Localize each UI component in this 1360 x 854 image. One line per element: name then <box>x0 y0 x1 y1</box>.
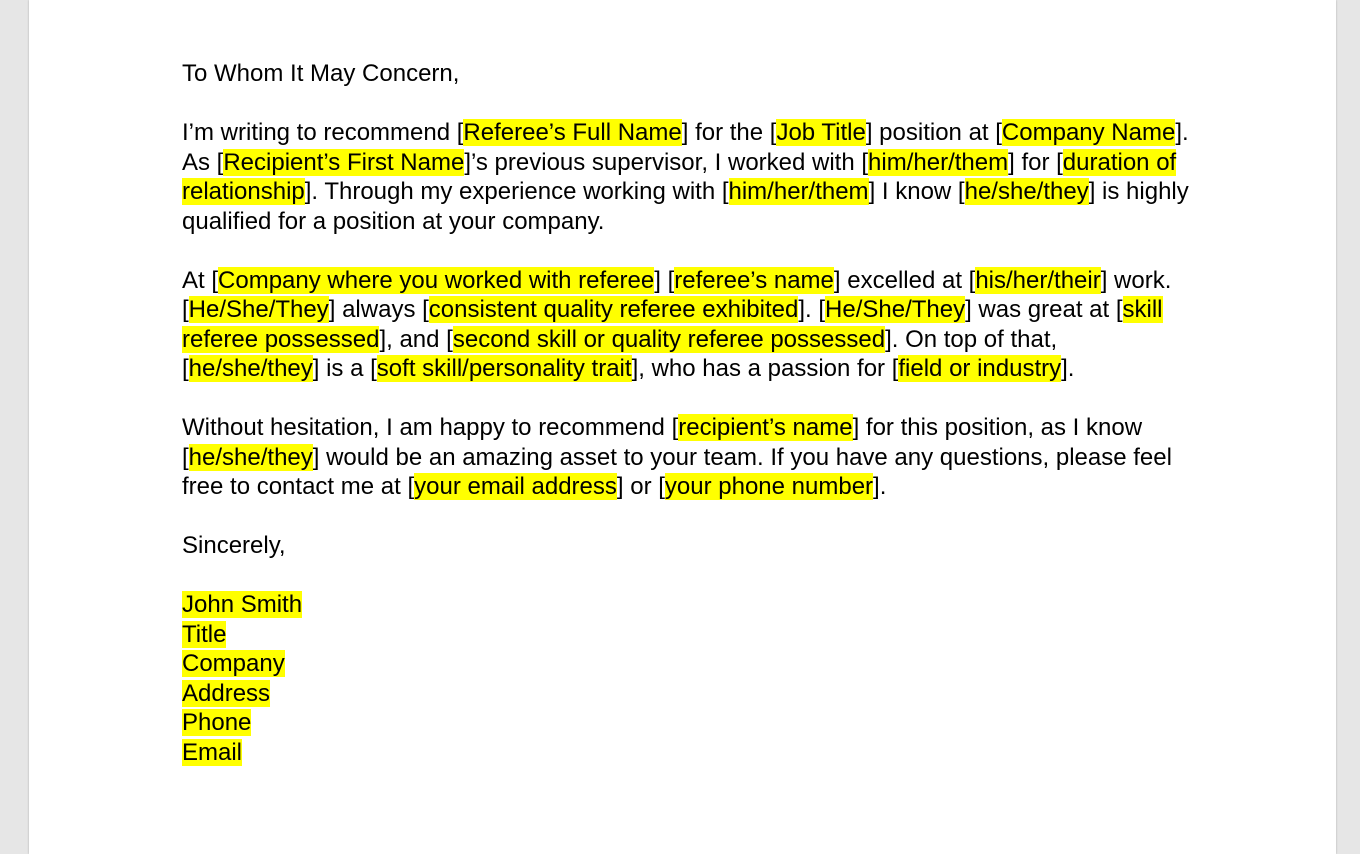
text-run: At [ <box>182 266 219 294</box>
text-run: ], and [ <box>379 325 453 353</box>
text-run: ] position at [ <box>865 119 1002 146</box>
text-run: ]’s previous supervisor, I worked with [ <box>464 148 869 176</box>
placeholder-field: soft skill/personality trait <box>376 355 632 382</box>
placeholder-field: referee’s name <box>674 266 834 294</box>
placeholder-field: He/She/They <box>188 296 329 323</box>
placeholder-field: Company where you worked with referee <box>218 266 655 294</box>
placeholder-field: He/She/They <box>825 296 966 323</box>
signature-email: Email <box>182 738 243 766</box>
signature-phone: Phone <box>182 709 252 736</box>
placeholder-field: field or industry <box>898 355 1062 382</box>
text-run: ]. [ <box>798 296 826 323</box>
placeholder-field: he/she/they <box>188 443 313 471</box>
text-run: ] is a [ <box>312 355 377 382</box>
placeholder-field: Company Name <box>1001 119 1176 146</box>
placeholder-field: second skill or quality referee possessed <box>452 325 886 353</box>
text-run: ]. On top of that, [ <box>182 325 1058 382</box>
placeholder-field: him/her/them <box>868 148 1009 176</box>
text-run: ]. As [ <box>182 119 1189 176</box>
placeholder-field: your phone number <box>664 473 874 500</box>
signature-address: Address <box>182 679 271 707</box>
text-run: ] is highly qualified for a position at your company. <box>182 178 1189 235</box>
salutation: To Whom It May Concern, <box>182 60 460 87</box>
text-run: ] or [ <box>616 473 665 500</box>
text-run: ] would be an amazing asset to your team. If you have any questions, please feel free to contact me at [ <box>182 443 1172 500</box>
closing: Sincerely, <box>182 532 286 559</box>
signature-block <box>182 590 1192 767</box>
placeholder-field: Recipient’s First Name <box>223 148 465 176</box>
placeholder-field: Referee’s Full Name <box>463 119 682 146</box>
paragraph-3 <box>182 413 1192 502</box>
text-run: I’m writing to recommend [ <box>182 119 464 146</box>
placeholder-field: his/her/their <box>975 266 1101 294</box>
placeholder-field: him/her/them <box>728 178 869 205</box>
letter-body[interactable] <box>182 59 1192 797</box>
placeholder-field: Job Title <box>776 119 866 146</box>
paragraph-2 <box>182 266 1192 384</box>
text-run: ] excelled at [ <box>833 266 976 294</box>
placeholder-field: he/she/they <box>964 178 1089 205</box>
text-run: ] for [ <box>1008 148 1063 176</box>
text-run: ] [ <box>654 266 675 294</box>
placeholder-field: skill referee possessed <box>182 296 1163 353</box>
placeholder-field: consistent quality referee exhibited <box>428 296 799 323</box>
placeholder-field: he/she/they <box>188 355 313 382</box>
signature-company: Company <box>182 650 285 677</box>
text-run: ] for this position, as I know [ <box>182 414 1143 471</box>
placeholder-field: recipient’s name <box>678 414 853 441</box>
document-page <box>29 0 1336 854</box>
text-run: ] for the [ <box>681 119 777 146</box>
text-run: ] work. [ <box>182 266 1172 323</box>
signature-title: Title <box>182 620 227 648</box>
paragraph-1 <box>182 118 1192 236</box>
text-run: ]. <box>873 473 887 500</box>
text-run: ]. <box>1061 355 1075 382</box>
text-run: ] I know [ <box>868 178 965 205</box>
text-run: ]. Through my experience working with [ <box>304 178 729 205</box>
text-run: Without hesitation, I am happy to recommend [ <box>182 414 679 441</box>
text-run: ] was great at [ <box>965 296 1123 323</box>
text-run: ], who has a passion for [ <box>631 355 899 382</box>
text-run: ] always [ <box>328 296 429 323</box>
signature-name: John Smith <box>182 591 303 618</box>
placeholder-field: duration of relationship <box>182 148 1177 205</box>
placeholder-field: your email address <box>414 473 617 500</box>
